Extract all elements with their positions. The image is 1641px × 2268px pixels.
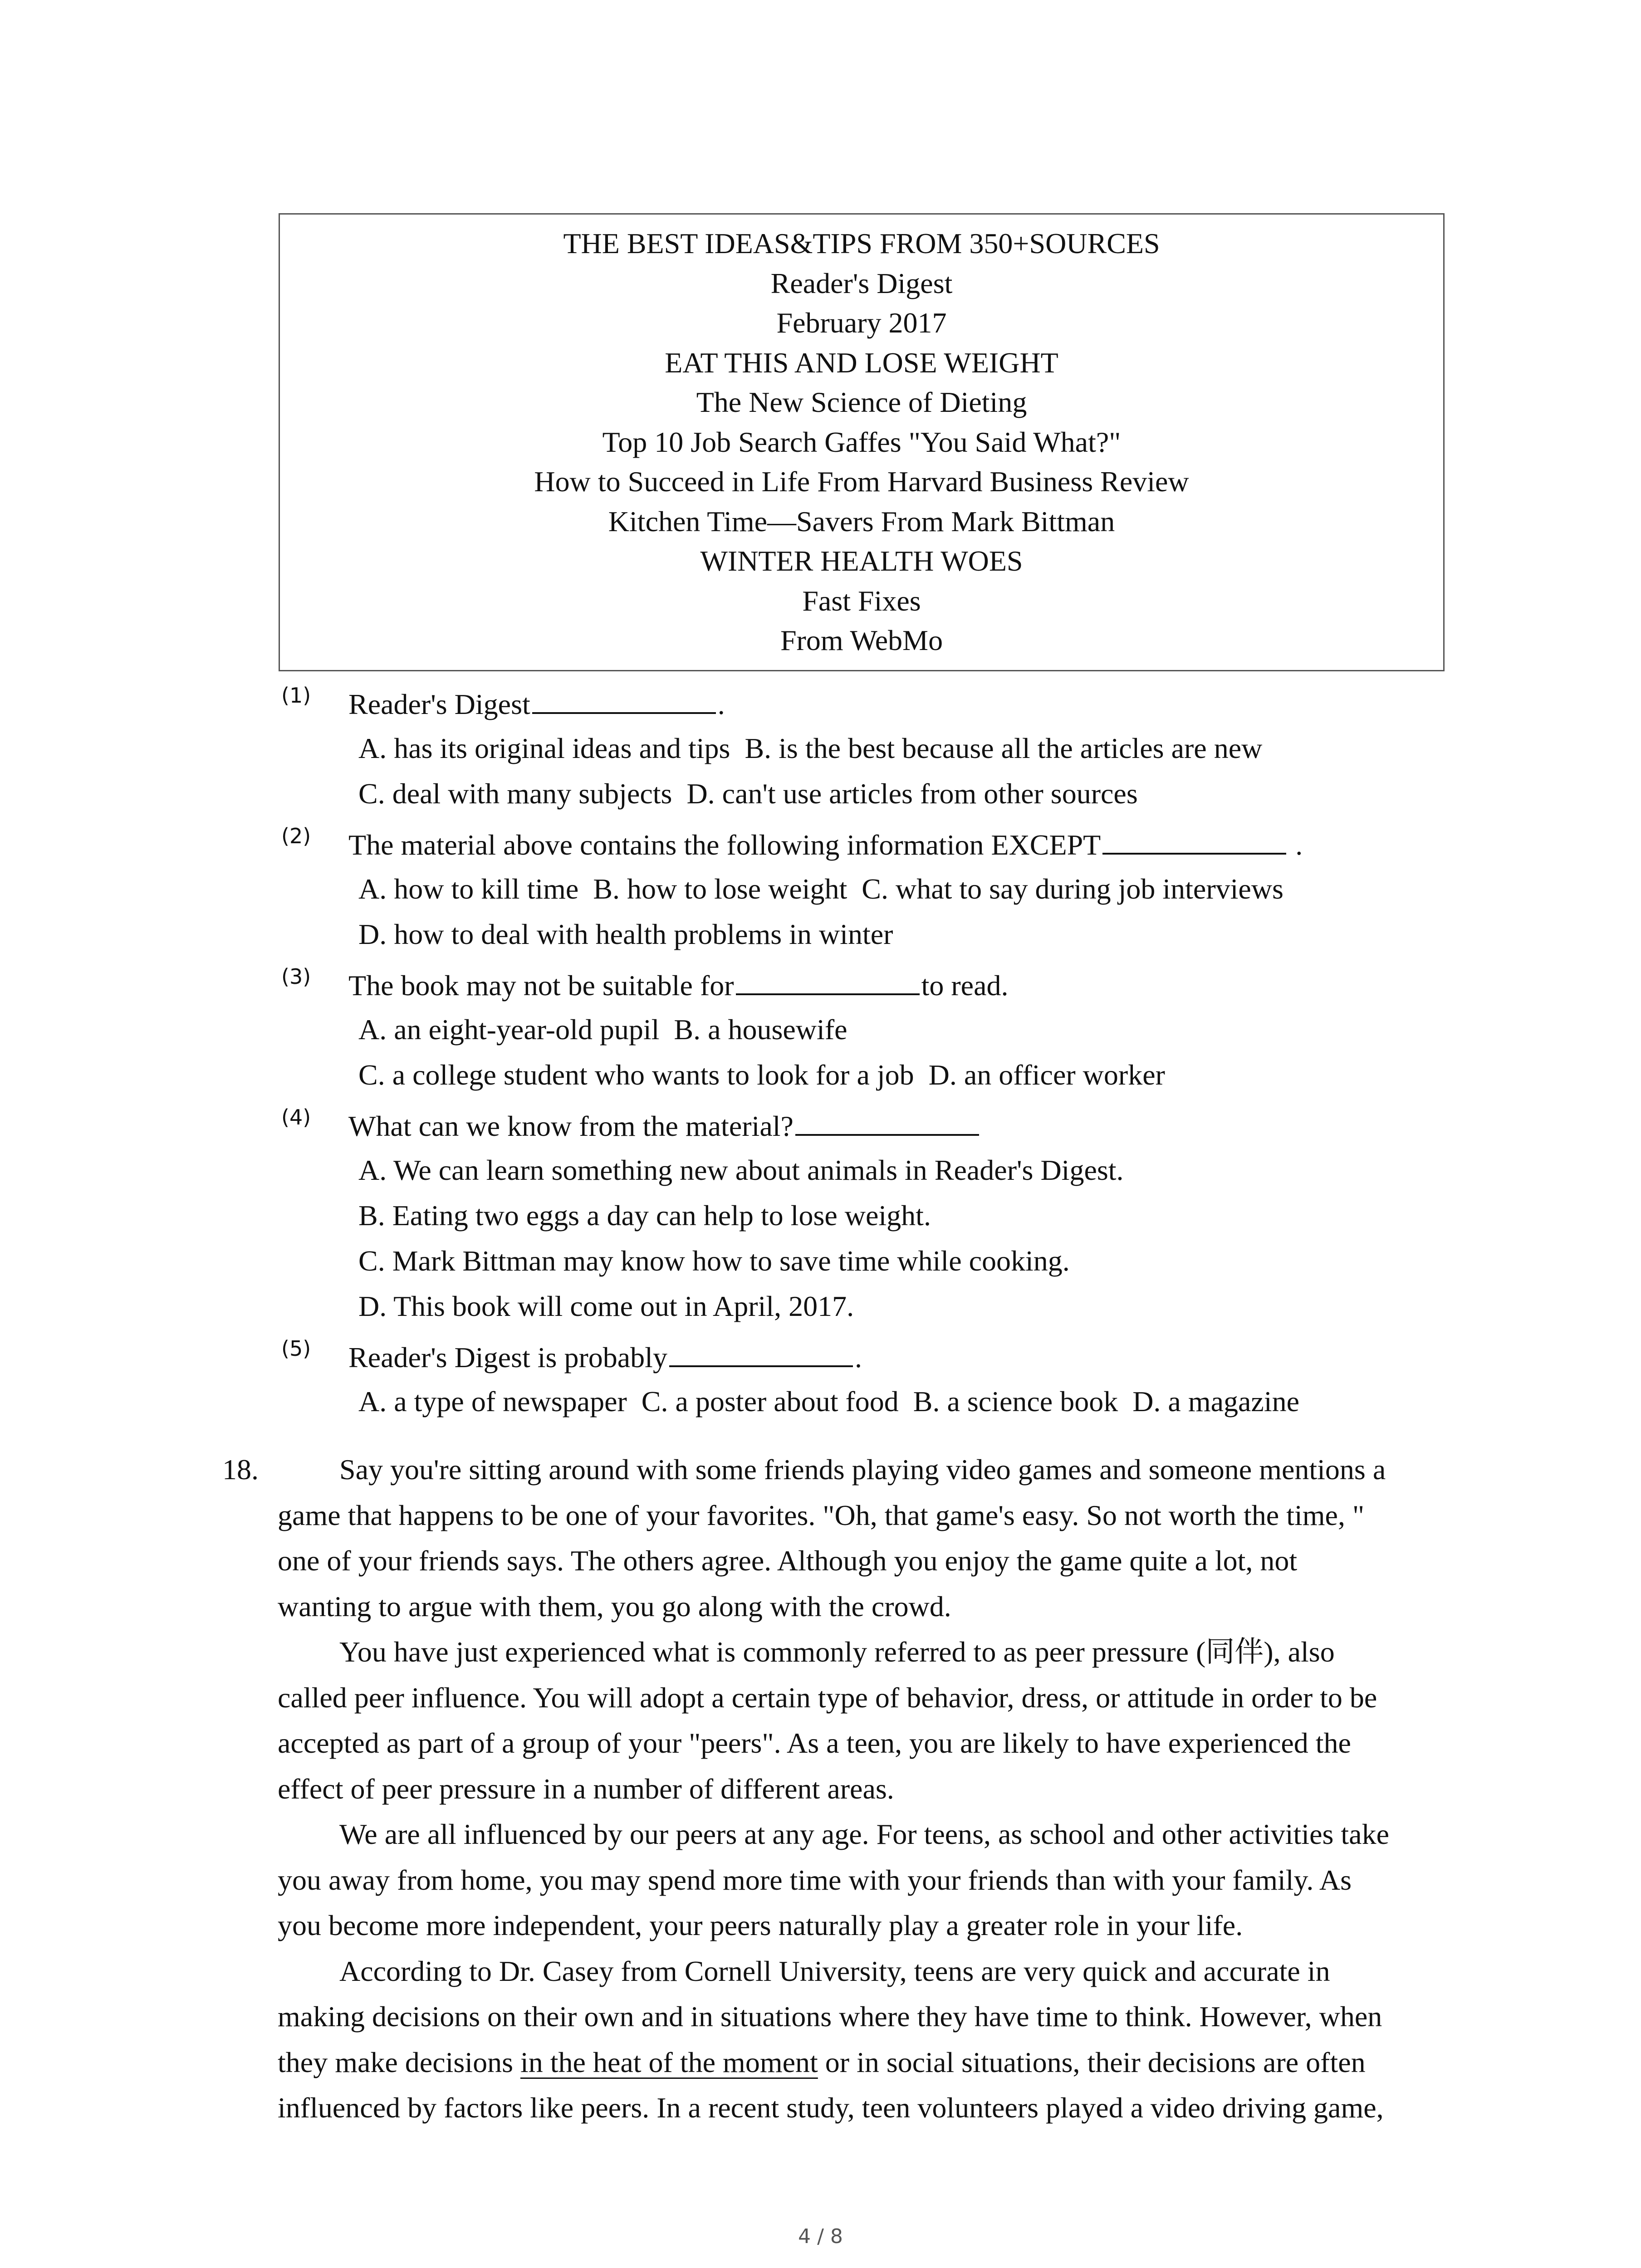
- cover-line-4: EAT THIS AND LOSE WEIGHT: [665, 346, 1058, 379]
- passage-number: 18.: [222, 1453, 259, 1486]
- options-row: [358, 912, 907, 957]
- paragraph-2: You have just experienced what is commonly referred to as peer pressure (同伴), also called peer influence. You will adopt a certain type of behavior, dress, or attitude in order to be accepted as part of a group of your "peers". As a teen, you are likely to have experienced the effect of peer pressure in a number of different areas.: [278, 1636, 1377, 1805]
- cover-line-7: How to Succeed in Life From Harvard Business Review: [534, 465, 1189, 498]
- options-row: [358, 1007, 862, 1052]
- question-number: (5): [281, 1336, 311, 1361]
- answer-blank: [669, 1334, 853, 1367]
- option-b: B. how to lose weight: [593, 873, 847, 905]
- option-d: D. a magazine: [1132, 1385, 1299, 1418]
- option-b: B. Eating two eggs a day can help to lose weight.: [358, 1199, 931, 1232]
- option-b: B. a science book: [913, 1385, 1118, 1418]
- option-b: B. is the best because all the articles are new: [745, 732, 1263, 764]
- options-row: [358, 1379, 1314, 1424]
- options-row: [358, 1052, 1180, 1098]
- answer-blank: [795, 1102, 979, 1136]
- answer-blank: [532, 680, 716, 714]
- options-row: [358, 866, 1298, 912]
- question-number: (2): [281, 824, 311, 848]
- question-stem: The material above contains the following information EXCEPT .: [348, 821, 1303, 868]
- cover-line-3: February 2017: [776, 307, 947, 339]
- option-c: C. a poster about food: [641, 1385, 899, 1418]
- option-d: D. how to deal with health problems in winter: [358, 918, 893, 950]
- option-d: D. can't use articles from other sources: [686, 777, 1138, 810]
- option-b: B. a housewife: [674, 1013, 847, 1046]
- option-d: D. This book will come out in April, 2017.: [358, 1290, 854, 1322]
- answer-blank: [1102, 821, 1286, 855]
- question-stem: The book may not be suitable for to read.: [348, 962, 1008, 1008]
- magazine-cover-box: [279, 213, 1445, 671]
- underlined-phrase: in the heat of the moment: [520, 2046, 818, 2078]
- cover-line-5: The New Science of Dieting: [696, 386, 1027, 418]
- options-row: [358, 726, 1277, 771]
- option-a: A. an eight-year-old pupil: [358, 1013, 660, 1046]
- cover-line-2: Reader's Digest: [770, 267, 953, 299]
- cover-line-11: From WebMo: [780, 624, 943, 656]
- reading-passage: [278, 1447, 1448, 2131]
- paragraph-4: According to Dr. Casey from Cornell University, teens are very quick and accurate in making decisions on their own and in situations where they have time to think. However, when they make decisions in the heat of the moment or in social situations, their decisions are often influenced by factors like peers. In a recent study, teen volunteers played a video driving game,: [278, 1955, 1384, 2124]
- option-d: D. an officer worker: [928, 1059, 1165, 1091]
- option-a: A. We can learn something new about animals in Reader's Digest.: [358, 1154, 1124, 1186]
- question-stem: Reader's Digest .: [348, 680, 725, 727]
- question-number: (3): [281, 964, 311, 989]
- question-number: (4): [281, 1105, 311, 1129]
- page-number: 4 / 8: [798, 2225, 843, 2248]
- option-a: A. has its original ideas and tips: [358, 732, 730, 764]
- cover-line-10: Fast Fixes: [802, 584, 921, 617]
- question-number: (1): [281, 683, 311, 708]
- option-a: A. a type of newspaper: [358, 1385, 627, 1418]
- cover-line-9: WINTER HEALTH WOES: [700, 545, 1023, 577]
- question-stem: Reader's Digest is probably .: [348, 1334, 862, 1380]
- question-stem: What can we know from the material?: [348, 1102, 981, 1149]
- cover-line-6: Top 10 Job Search Gaffes "You Said What?": [602, 425, 1121, 458]
- paragraph-1: Say you're sitting around with some friends playing video games and someone mentions a game that happens to be one of your favorites. "Oh, that game's easy. So not worth the time, " one of your friends says. The others agree. Although you enjoy the game quite a lot, not wanting to argue with them, you go along with the crowd.: [278, 1453, 1386, 1623]
- answer-blank: [736, 962, 920, 995]
- paragraph-3: We are all influenced by our peers at any age. For teens, as school and other activities take you away from home, you may spend more time with your friends than with your family. As you become more independent, your peers naturally play a greater role in your life.: [278, 1818, 1389, 1941]
- cover-line-8: Kitchen Time—Savers From Mark Bittman: [608, 505, 1115, 538]
- option-c: C. deal with many subjects: [358, 777, 672, 810]
- option-a: A. how to kill time: [358, 873, 579, 905]
- option-c: C. what to say during job interviews: [862, 873, 1283, 905]
- options-row: [358, 771, 1152, 816]
- option-c: C. Mark Bittman may know how to save time while cooking.: [358, 1245, 1070, 1277]
- option-c: C. a college student who wants to look for a job: [358, 1059, 914, 1091]
- cover-line-1: THE BEST IDEAS&TIPS FROM 350+SOURCES: [563, 227, 1160, 259]
